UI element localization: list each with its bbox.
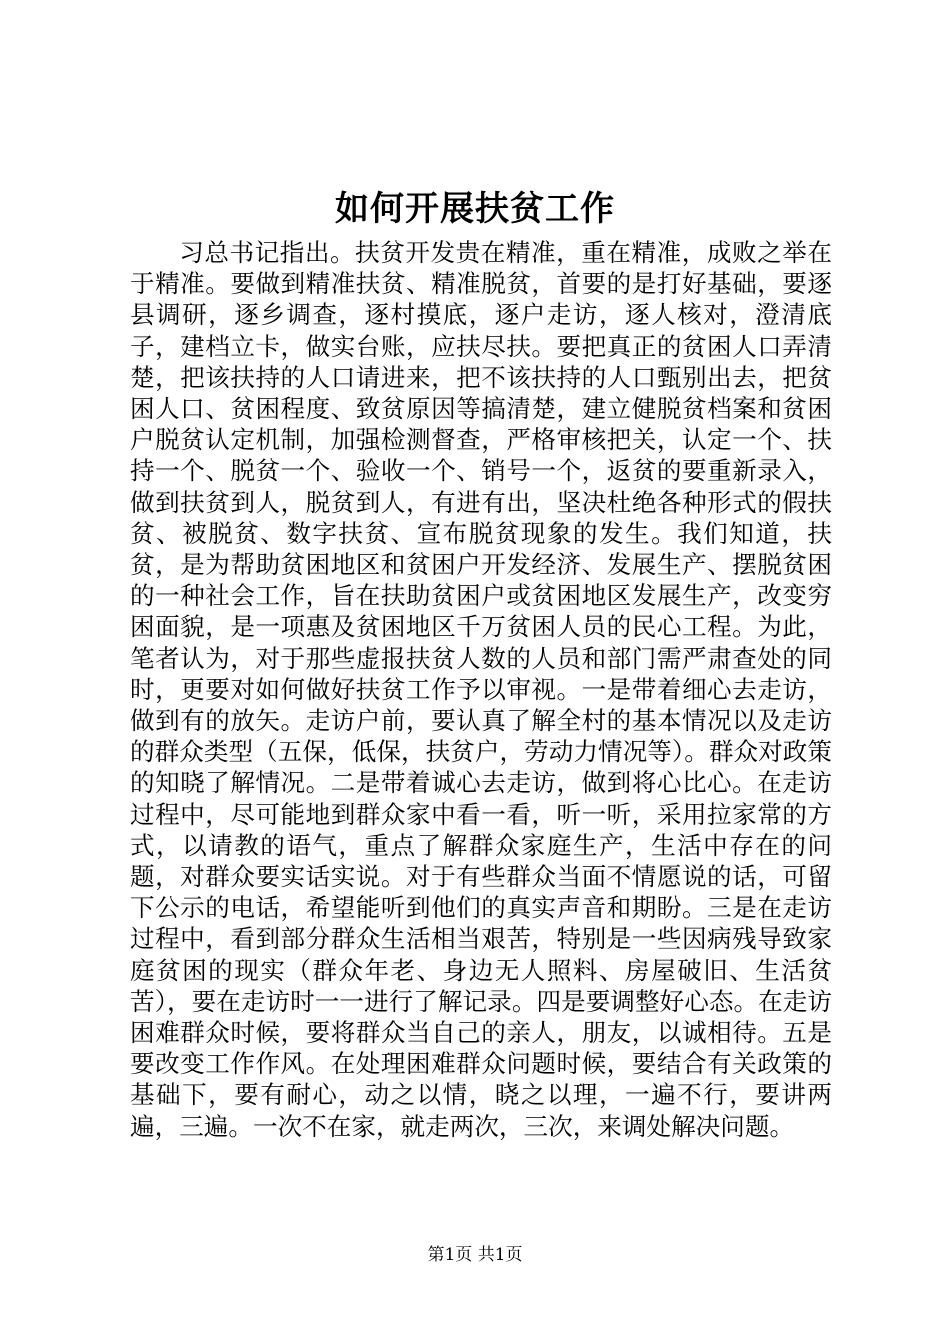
page-footer: 第1页 共1页 — [427, 1245, 523, 1265]
page-title: 如何开展扶贫工作 — [335, 189, 615, 229]
body-paragraph: 习总书记指出。扶贫开发贵在精准，重在精准，成败之举在于精准。要做到精准扶贫、精准脱贫，首要的是打好基础，要逐县调研，逐乡调查，逐村摸底，逐户走访，逐人核对，澄清底子，建档立卡，做实台账，应扶尽扶。要把真正的贫困人口弄清楚，把该扶持的人口请进来，把不该扶持的人口甄别出去，把贫困人口、贫困程度、致贫原因等搞清楚，建立健脱贫档案和贫困户脱贫认定机制，加强检测督查，严格审核把关，认定一个、扶持一个、脱贫一个、验收一个、销号一个，返贫的要重新录入，做到扶贫到人，脱贫到人，有进有出，坚决杜绝各种形式的假扶贫、被脱贫、数字扶贫、宣布脱贫现象的发生。我们知道，扶贫，是为帮助贫困地区和贫困户开发经济、发展生产、摆脱贫困的一种社会工作，旨在扶助贫困户或贫困地区发展生产，改变穷困面貌，是一项惠及贫困地区千万贫困人员的民心工程。为此，笔者认为，对于那些虚报扶贫人数的人员和部门需严肃查处的同时，更要对如何做好扶贫工作予以审视。一是带着细心去走访，做到有的放矢。走访户前，要认真了解全村的基本情况以及走访的群众类型（五保，低保，扶贫户，劳动力情况等）。群众对政策的知晓了解情况。二是带着诚心去走访，做到将心比心。在走访过程中，尽可能地到群众家中看一看，听一听，采用拉家常的方式，以请教的语气，重点了解群众家庭生产，生活中存在的问题，对群众要实话实说。对于有些群众当面不情愿说的话，可留下公示的电话，希望能听到他们的真实声音和期盼。三是在走访过程中，看到部分群众生活相当艰苦，特别是一些因病残导致家庭贫困的现实（群众年老、身边无人照料、房屋破旧、生活贫苦），要在走访时一一进行了解记录。四是要调整好心态。在走访困难群众时候，要将群众当自己的亲人，朋友，以诚相待。五是要改变工作作风。在处理困难群众问题时候，要结合有关政策的基础下，要有耐心，动之以情，晓之以理，一遍不行，要讲两遍，三遍。一次不在家，就走两次，三次，来调处解决问题。 — [130, 238, 832, 1141]
